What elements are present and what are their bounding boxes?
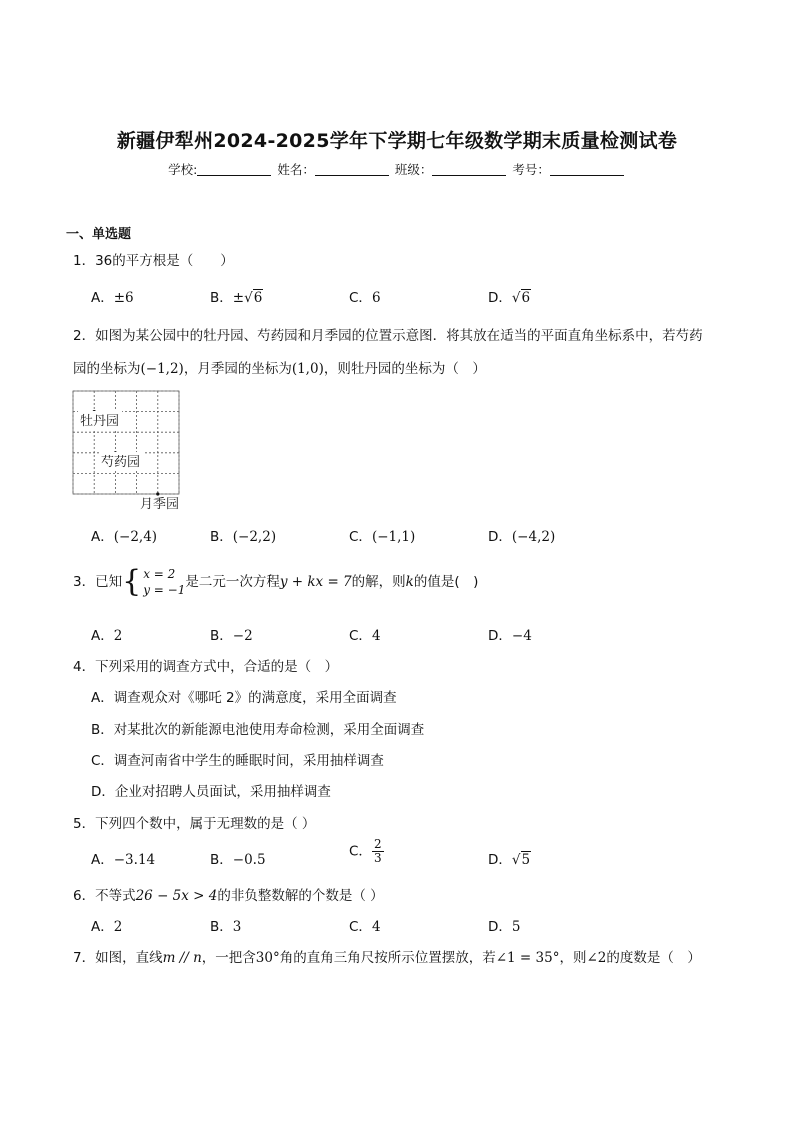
q7-stem — [73, 946, 701, 966]
q2-garden-grid-figure — [70, 386, 185, 512]
q5-d-sqrt: √5 — [511, 852, 531, 868]
student-info-line — [0, 160, 794, 178]
q3-option-c[interactable] — [349, 624, 381, 644]
q4-option-d[interactable]: D．企业对招聘人员面试，采用抽样调查 — [91, 784, 331, 800]
shaoyao-label: 芍药园 — [101, 455, 141, 470]
q2-text-a: 园的坐标为 — [73, 361, 141, 377]
q3-pre: 3．已知 — [73, 574, 123, 590]
q7-parallel: m // n — [162, 950, 202, 966]
q1-b-label: B． — [210, 290, 233, 306]
q5-d-label: D． — [488, 852, 512, 868]
q1-option-a[interactable] — [91, 286, 134, 306]
class-label: 班级： — [394, 162, 433, 177]
q5-option-a[interactable] — [91, 848, 155, 868]
q3-equation-system — [122, 566, 185, 598]
q3-d-label: D． — [488, 628, 512, 644]
q6-c-value: 4 — [371, 919, 381, 935]
school-label: 学校: — [168, 162, 198, 177]
q1-c-label: C． — [349, 290, 372, 306]
q6-post: 的非负整数解的个数是（ ） — [217, 888, 384, 904]
q2-c-label: C． — [349, 529, 372, 545]
q3-c-value: 4 — [371, 628, 381, 644]
q4-option-b[interactable]: B．对某批次的新能源电池使用寿命检测，采用全面调查 — [91, 722, 425, 738]
section-heading: 一、单选题 — [66, 227, 132, 242]
q6-option-b[interactable] — [210, 915, 241, 935]
q6-d-label: D． — [488, 919, 512, 935]
q6-option-d[interactable] — [488, 915, 521, 935]
q2-d-label: D． — [488, 529, 512, 545]
q3-option-d[interactable] — [488, 624, 532, 644]
q5-c-numerator: 2 — [373, 837, 382, 851]
q3-a-value: 2 — [113, 628, 123, 644]
q1-option-b[interactable] — [210, 286, 263, 306]
q3-b-label: B． — [210, 628, 233, 644]
q4-option-a[interactable]: A．调查观众对《哪吒 2》的满意度，采用全面调查 — [91, 690, 397, 706]
q2-text-c: ，则牡丹园的坐标为（ ） — [323, 361, 486, 377]
q5-c-denominator: 3 — [373, 851, 382, 865]
class-blank[interactable] — [432, 163, 506, 176]
yueji-label: 月季园 — [140, 497, 180, 512]
q3-a-label: A． — [91, 628, 114, 644]
name-label: 姓名： — [277, 162, 315, 177]
q2-a-value: (−2,4) — [113, 529, 158, 545]
q2-coord-yueji: (1,0) — [291, 361, 324, 377]
q3-equation: y + kx = 7 — [279, 574, 352, 590]
school-blank[interactable] — [197, 163, 271, 176]
q5-stem: 5．下列四个数中，属于无理数的是（ ） — [73, 816, 316, 832]
q7-mid2: 角的直角三角尺按所示位置摆放，若 — [279, 950, 496, 966]
q2-option-a[interactable] — [91, 525, 157, 545]
q6-c-label: C． — [349, 919, 372, 935]
q2-coord-shaoyao: (−1,2) — [140, 361, 184, 377]
q5-a-label: A． — [91, 852, 114, 868]
q4-option-c[interactable]: C．调查河南省中学生的睡眠时间，采用抽样调查 — [91, 753, 384, 769]
q3-post2: 的值是( ) — [413, 574, 479, 590]
q1-b-radicand: 6 — [253, 290, 263, 306]
q1-option-c[interactable] — [349, 286, 381, 306]
q2-option-d[interactable] — [488, 525, 555, 545]
q3-eq1: x = 2 — [143, 567, 176, 581]
q7-angle2: ∠2 — [586, 950, 607, 966]
number-label: 考号： — [512, 162, 550, 177]
q3-c-label: C． — [349, 628, 372, 644]
q2-stem-line1: 2．如图为某公园中的牡丹园、芍药园和月季园的位置示意图．将其放在适当的平面直角坐标系中，若芍药 — [73, 328, 703, 344]
q1-a-value: ±6 — [113, 290, 134, 306]
q3-eq2: y = −1 — [143, 583, 186, 597]
q5-option-c[interactable] — [349, 838, 384, 865]
q1-d-label: D． — [488, 290, 512, 306]
q1-b-sqrt: √6 — [244, 290, 263, 306]
q6-b-label: B． — [210, 919, 233, 935]
q7-mid1: ，一把含 — [201, 950, 256, 966]
q6-inequality: 26 − 5x > 4 — [135, 888, 218, 904]
q6-option-c[interactable] — [349, 915, 381, 935]
mudan-label: 牡丹园 — [80, 414, 120, 429]
q3-b-value: −2 — [232, 628, 253, 644]
q2-text-b: ，月季园的坐标为 — [183, 361, 292, 377]
q4-stem: 4．下列采用的调查方式中，合适的是（ ） — [73, 659, 339, 675]
q1-c-value: 6 — [371, 290, 381, 306]
q6-d-value: 5 — [511, 919, 521, 935]
q5-b-value: −0.5 — [232, 852, 266, 868]
q5-d-radicand: 5 — [521, 852, 531, 868]
q6-b-value: 3 — [232, 919, 242, 935]
yueji-point — [156, 492, 159, 495]
q7-angle1: ∠1 = 35° — [495, 950, 560, 966]
q2-b-value: (−2,2) — [232, 529, 277, 545]
exam-title: 新疆伊犁州2024-2025学年下学期七年级数学期末质量检测试卷 — [116, 130, 678, 152]
q7-mid3: ，则 — [559, 950, 587, 966]
name-blank[interactable] — [315, 163, 389, 176]
q7-post: 的度数是（ ） — [606, 950, 701, 966]
q1-stem: 1．36的平方根是（ ） — [73, 253, 234, 269]
q3-stem — [73, 566, 478, 598]
q2-d-value: (−4,2) — [511, 529, 556, 545]
number-blank[interactable] — [550, 163, 624, 176]
q3-lines — [143, 566, 185, 598]
q5-option-b[interactable] — [210, 848, 266, 868]
q3-post1: 的解，则 — [351, 574, 406, 590]
q5-a-value: −3.14 — [113, 852, 156, 868]
q2-a-label: A． — [91, 529, 114, 545]
q5-c-fraction — [372, 838, 384, 865]
q2-option-b[interactable] — [210, 525, 276, 545]
q1-d-sqrt: √6 — [511, 290, 531, 306]
q2-c-value: (−1,1) — [371, 529, 416, 545]
q1-a-label: A． — [91, 290, 114, 306]
q7-degree: 30° — [255, 950, 280, 966]
q3-option-b[interactable] — [210, 624, 253, 644]
q5-option-d[interactable] — [488, 848, 531, 868]
q3-brace: { — [122, 564, 142, 599]
q6-stem — [73, 884, 384, 904]
q5-c-label: C． — [349, 843, 372, 860]
q3-option-a[interactable] — [91, 624, 122, 644]
q3-d-value: −4 — [511, 628, 532, 644]
q1-d-radicand: 6 — [521, 290, 531, 306]
q6-option-a[interactable] — [91, 915, 122, 935]
q7-pre: 7．如图，直线 — [73, 950, 163, 966]
q5-b-label: B． — [210, 852, 233, 868]
q6-a-value: 2 — [113, 919, 123, 935]
q3-mid: 是二元一次方程 — [185, 574, 280, 590]
q2-b-label: B． — [210, 529, 233, 545]
q3-k: k — [405, 574, 414, 590]
q6-a-label: A． — [91, 919, 114, 935]
q2-stem-line2 — [73, 357, 486, 377]
q1-b-pm: ± — [232, 290, 245, 306]
q1-option-d[interactable] — [488, 286, 531, 306]
q2-option-c[interactable] — [349, 525, 415, 545]
q6-pre: 6．不等式 — [73, 888, 136, 904]
